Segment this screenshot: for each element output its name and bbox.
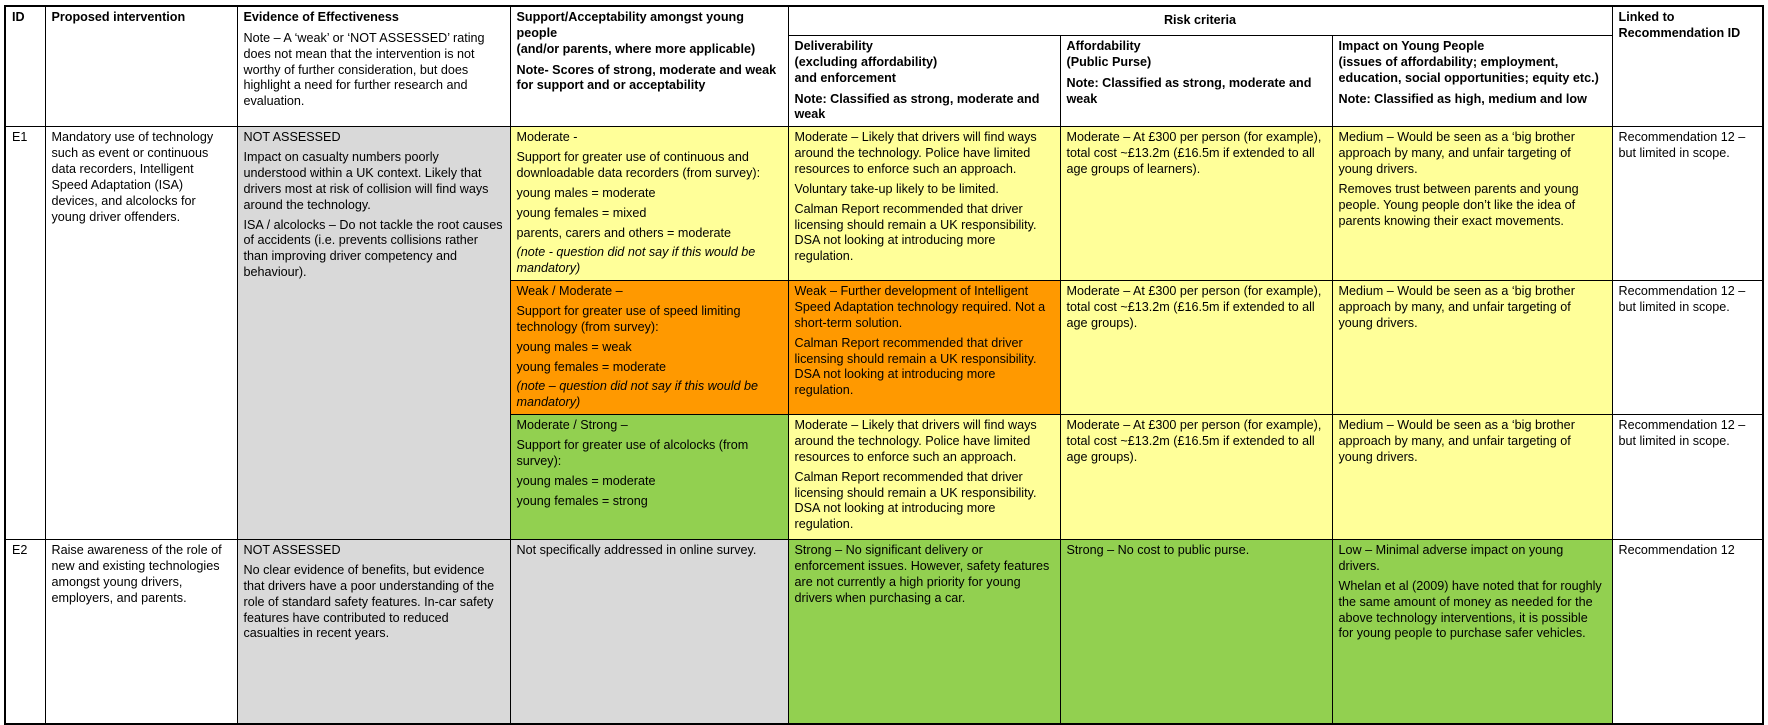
deliverability-header-sub2: and enforcement <box>794 70 896 85</box>
paragraph: Medium – Would be seen as a ‘big brother approach by many, and unfair targeting of young drivers. <box>1338 418 1575 464</box>
cell-e1-row3-deliverability <box>788 415 1060 540</box>
paragraph: NOT ASSESSED <box>243 130 341 145</box>
cell-e1-proposed-intervention: Mandatory use of technology such as event or continuous data recorders, Intelligent Speed Adaptation (ISA) devices, and alcolocks for young driver offenders. <box>45 127 237 540</box>
paragraph: Strong – No significant delivery or enforcement issues. However, safety features are not currently a high priority for young drivers when purchasing a car. <box>794 543 1050 605</box>
impact-header-sub: (issues of affordability; employment, education, social opportunities; equity etc.) <box>1338 54 1599 85</box>
cell-e2-proposed-intervention: Raise awareness of the role of new and existing technologies amongst young drivers, employers, and parents. <box>45 540 237 724</box>
impact-header-title: Impact on Young People <box>1338 39 1485 53</box>
paragraph: Moderate – At £300 per person (for example), total cost ~£13.2m (£16.5m if extended to all age groups of learners). <box>1066 130 1322 177</box>
cell-e1-row2-affordability <box>1060 281 1332 415</box>
paragraph: (note - question did not say if this would be mandatory) <box>516 245 756 276</box>
cell-e1-row3-impact <box>1332 415 1612 540</box>
cell-e1-row1-linked-recommendation: Recommendation 12 – but limited in scope. <box>1612 127 1763 281</box>
paragraph: Removes trust between parents and young people. Young people don’t like the idea of parents knowing their exact movements. <box>1338 181 1579 228</box>
cell-e2-id: E2 <box>5 540 45 724</box>
header-cell-proposed-intervention: Proposed intervention <box>45 6 237 127</box>
cell-e2-impact <box>1332 540 1612 724</box>
paragraph: Support for greater use of continuous and downloadable data recorders (from survey): <box>516 150 761 181</box>
paragraph: young males = weak <box>516 339 632 354</box>
paragraph: Medium – Would be seen as a ‘big brother approach by many, and unfair targeting of young drivers. <box>1338 284 1575 330</box>
cell-e1-row2-impact <box>1332 281 1612 415</box>
affordability-header-title: Affordability <box>1066 39 1141 53</box>
impact-header-note: Note: Classified as high, medium and low <box>1338 91 1587 106</box>
evidence-header-note: Note – A ‘weak’ or ‘NOT ASSESSED’ rating does not mean that the intervention is not worthy of further consideration, but does highlight a need for further research and evaluation. <box>243 30 485 109</box>
header-cell-affordability <box>1060 36 1332 127</box>
paragraph: Moderate – At £300 per person (for example), total cost ~£13.2m (£16.5m if extended to all age groups). <box>1066 418 1322 464</box>
paragraph: Low – Minimal adverse impact on young drivers. <box>1338 543 1564 574</box>
paragraph: Voluntary take-up likely to be limited. <box>794 181 999 196</box>
paragraph: young males = moderate <box>516 473 656 488</box>
paragraph: Moderate / Strong – <box>516 418 628 433</box>
cell-e1-row2-linked-recommendation: Recommendation 12 – but limited in scope. <box>1612 281 1763 415</box>
paragraph: Moderate - <box>516 130 578 145</box>
cell-e2-linked-recommendation: Recommendation 12 <box>1612 540 1763 724</box>
cell-e2-affordability <box>1060 540 1332 724</box>
paragraph: Medium – Would be seen as a ‘big brother approach by many, and unfair targeting of young drivers. <box>1338 130 1575 177</box>
paragraph: Weak – Further development of Intelligent Speed Adaptation technology required. Not a short-term solution. <box>794 284 1046 330</box>
paragraph: parents, carers and others = moderate <box>516 225 732 240</box>
paragraph: young females = moderate <box>516 359 666 374</box>
paragraph: young males = moderate <box>516 185 656 200</box>
header-cell-deliverability <box>788 36 1060 127</box>
paragraph: Support for greater use of alcolocks (from survey): <box>516 438 749 468</box>
cell-e2-deliverability <box>788 540 1060 724</box>
cell-e1-row1-affordability <box>1060 127 1332 281</box>
deliverability-header-title: Deliverability <box>794 39 873 53</box>
paragraph: Not specifically addressed in online survey. <box>516 543 757 558</box>
support-header-sub: (and/or parents, where more applicable) <box>516 41 756 56</box>
paragraph: NOT ASSESSED <box>243 543 341 558</box>
cell-e1-row1-support <box>510 127 788 281</box>
header-cell-risk-criteria: Risk criteria <box>788 6 1612 36</box>
cell-e1-row1-deliverability <box>788 127 1060 281</box>
support-header-note: Note- Scores of strong, moderate and weak for support and or acceptability <box>516 62 777 93</box>
paragraph: young females = strong <box>516 493 648 508</box>
deliverability-header-sub: (excluding affordability) <box>794 54 938 69</box>
paragraph: Weak / Moderate – <box>516 284 623 299</box>
interventions-risk-table <box>4 5 1764 725</box>
header-cell-impact-young-people <box>1332 36 1612 127</box>
paragraph: Calman Report recommended that driver licensing should remain a UK responsibility. DSA not looking at introducing more regulation. <box>794 469 1037 532</box>
cell-e1-row2-support <box>510 281 788 415</box>
cell-e1-row1-impact <box>1332 127 1612 281</box>
affordability-header-note: Note: Classified as strong, moderate and weak <box>1066 75 1312 106</box>
paragraph: Whelan et al (2009) have noted that for roughly the same amount of money as needed for the above technology interventions, it is possible for young people to purchase safer vehicles. <box>1338 578 1602 641</box>
paragraph: Support for greater use of speed limiting technology (from survey): <box>516 304 741 334</box>
cell-e1-evidence <box>237 127 510 540</box>
cell-e2-support <box>510 540 788 724</box>
paragraph: (note – question did not say if this would be mandatory) <box>516 379 759 410</box>
evidence-header-title: Evidence of Effectiveness <box>243 10 399 24</box>
paragraph: No clear evidence of benefits, but evidence that drivers have a poor understanding of the role of standard safety features. In-car safety features have contributed to reduced casualties in recent years. <box>243 563 495 641</box>
header-cell-evidence <box>237 6 510 127</box>
cell-e1-row3-support <box>510 415 788 540</box>
header-cell-id: ID <box>5 6 45 127</box>
paragraph: Moderate – Likely that drivers will find ways around the technology. Police have limited resources to enforce such an approach. <box>794 418 1037 464</box>
cell-e1-row3-affordability <box>1060 415 1332 540</box>
paragraph: young females = mixed <box>516 205 647 220</box>
paragraph: Calman Report recommended that driver licensing should remain a UK responsibility. DSA not looking at introducing more regulation. <box>794 335 1037 398</box>
paragraph: Moderate – Likely that drivers will find ways around the technology. Police have limited resources to enforce such an approach. <box>794 130 1037 177</box>
affordability-header-sub: (Public Purse) <box>1066 54 1152 69</box>
header-cell-support-acceptability <box>510 6 788 127</box>
cell-e1-row3-linked-recommendation: Recommendation 12 – but limited in scope. <box>1612 415 1763 540</box>
paragraph: ISA / alcolocks – Do not tackle the root causes of accidents (i.e. prevents collisions rather than improving driver competency and behaviour). <box>243 217 503 280</box>
cell-e1-id: E1 <box>5 127 45 540</box>
paragraph: Strong – No cost to public purse. <box>1066 543 1250 558</box>
header-cell-linked-recommendation: Linked to Recommendation ID <box>1612 6 1763 127</box>
support-header-title: Support/Acceptability amongst young people <box>516 10 744 40</box>
paragraph: Moderate – At £300 per person (for example), total cost ~£13.2m (£16.5m if extended to all age groups). <box>1066 284 1322 330</box>
paragraph: Calman Report recommended that driver licensing should remain a UK responsibility. DSA not looking at introducing more regulation. <box>794 201 1037 264</box>
cell-e1-row2-deliverability <box>788 281 1060 415</box>
cell-e2-evidence <box>237 540 510 724</box>
deliverability-header-note: Note: Classified as strong, moderate and weak <box>794 91 1040 122</box>
paragraph: Impact on casualty numbers poorly understood within a UK context. Likely that drivers most at risk of collision will find ways around the technology. <box>243 150 489 212</box>
